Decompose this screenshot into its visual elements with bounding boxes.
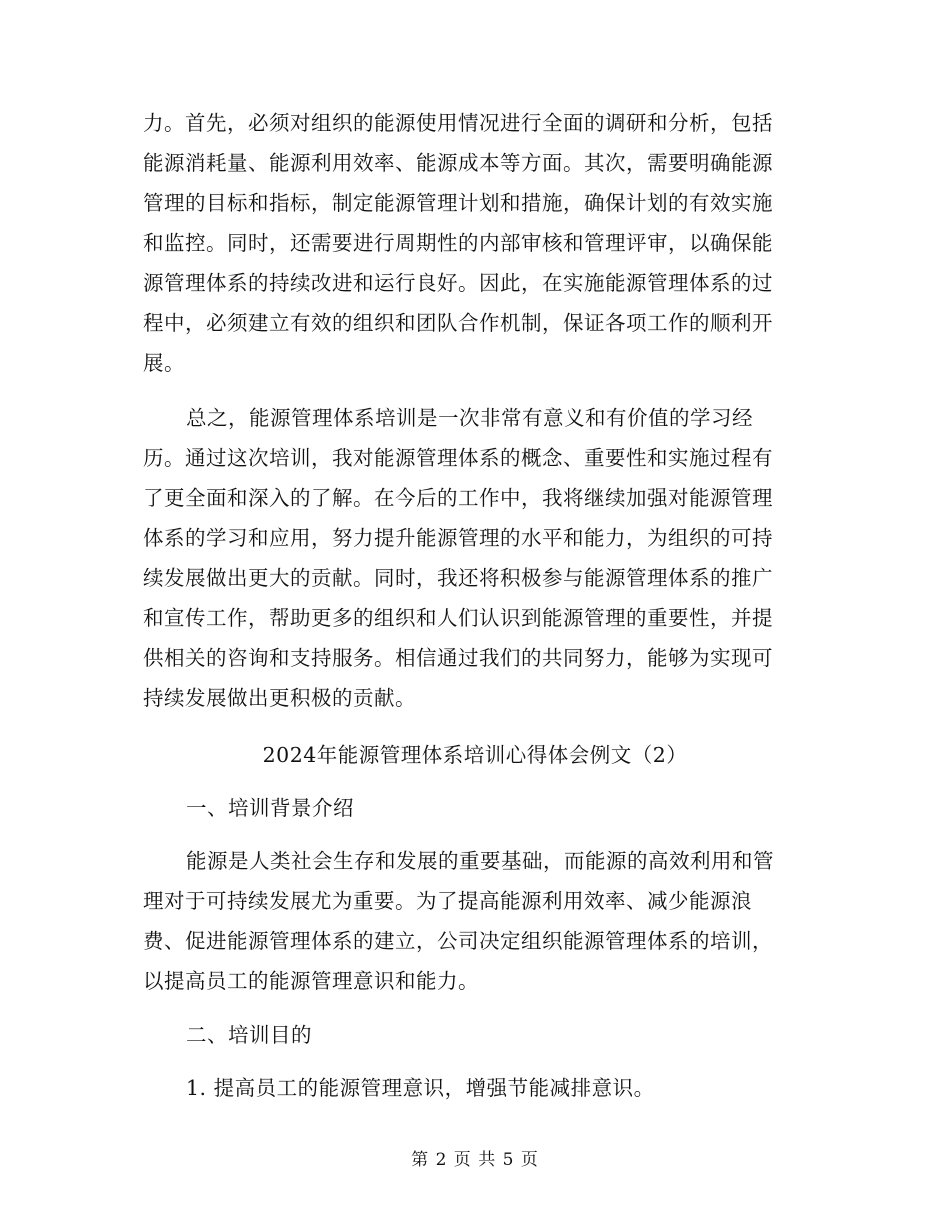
paragraph-2-line: 续发展做出更大的贡献。同时，我还将积极参与能源管理体系的推广 bbox=[143, 566, 773, 590]
paragraph-2-line: 了更全面和深入的了解。在今后的工作中，我将继续加强对能源管理 bbox=[143, 486, 773, 510]
paragraph-3-line: 能源是人类社会生存和发展的重要基础，而能源的高效利用和管 bbox=[186, 849, 774, 873]
heading-training-purpose: 二、培训目的 bbox=[186, 1023, 312, 1047]
list-item: 1. 提高员工的能源管理意识，增强节能减排意识。 bbox=[186, 1076, 655, 1100]
paragraph-1-line: 和监控。同时，还需要进行周期性的内部审核和管理评审，以确保能 bbox=[143, 231, 773, 255]
paragraph-2-line: 历。通过这次培训，我对能源管理体系的概念、重要性和实施过程有 bbox=[143, 446, 773, 470]
paragraph-1-line: 程中，必须建立有效的组织和团队合作机制，保证各项工作的顺利开 bbox=[143, 311, 773, 335]
paragraph-2-line: 供相关的咨询和支持服务。相信通过我们的共同努力，能够为实现可 bbox=[143, 646, 773, 670]
page-footer: 第 2 页 共 5 页 bbox=[411, 1150, 539, 1170]
paragraph-3-line: 以提高员工的能源管理意识和能力。 bbox=[143, 969, 479, 993]
section-title: 2024年能源管理体系培训心得体会例文（2） bbox=[262, 743, 688, 767]
paragraph-1-line: 管理的目标和指标，制定能源管理计划和措施，确保计划的有效实施 bbox=[143, 191, 773, 215]
paragraph-2-line: 持续发展做出更积极的贡献。 bbox=[143, 686, 416, 710]
paragraph-1-line: 能源消耗量、能源利用效率、能源成本等方面。其次，需要明确能源 bbox=[143, 151, 773, 175]
paragraph-1-line: 源管理体系的持续改进和运行良好。因此，在实施能源管理体系的过 bbox=[143, 271, 773, 295]
paragraph-2-line: 体系的学习和应用，努力提升能源管理的水平和能力，为组织的可持 bbox=[143, 526, 773, 550]
paragraph-3-line: 理对于可持续发展尤为重要。为了提高能源利用效率、减少能源浪 bbox=[143, 889, 752, 913]
heading-training-background: 一、培训背景介绍 bbox=[186, 796, 354, 820]
paragraph-1-line: 展。 bbox=[143, 351, 185, 375]
paragraph-1-line: 力。首先，必须对组织的能源使用情况进行全面的调研和分析，包括 bbox=[143, 111, 773, 135]
paragraph-2-line: 和宣传工作，帮助更多的组织和人们认识到能源管理的重要性，并提 bbox=[143, 606, 773, 630]
paragraph-2-line: 总之，能源管理体系培训是一次非常有意义和有价值的学习经 bbox=[186, 406, 753, 430]
paragraph-3-line: 费、促进能源管理体系的建立，公司决定组织能源管理体系的培训， bbox=[143, 929, 773, 953]
